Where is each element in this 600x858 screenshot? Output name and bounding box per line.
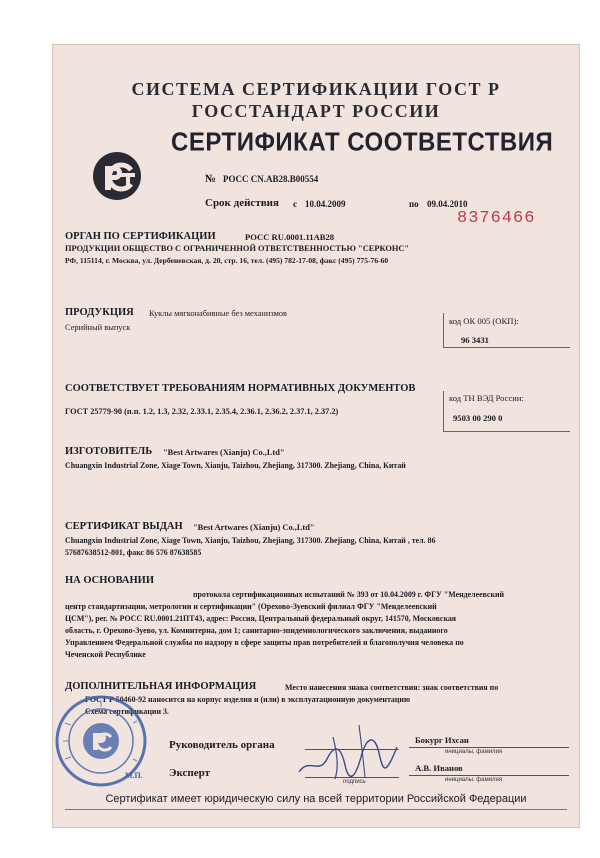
validity-from-label: с: [293, 199, 297, 209]
additional-line3: Схема сертификации 3.: [85, 707, 169, 716]
conformity-standard: ГОСТ 25779-90 (п.п. 1.2, 1.3, 2.32, 2.33.1, 2.35.4, 2.36.1, 2.36.2, 2.37.1, 2.37.2): [65, 407, 339, 416]
basis-label: НА ОСНОВАНИИ: [65, 575, 155, 586]
additional-line1: Место нанесения знака соответствия: знак соответствия по: [285, 683, 499, 692]
basis-line5: Управлением Федеральной службы по надзору в сфере защиты прав потребителей и благополучия человека по: [65, 638, 464, 647]
product-release: Серийный выпуск: [65, 323, 131, 332]
head-caption: инициалы, фамилия: [445, 749, 503, 755]
manufacturer-name: "Best Artwares (Xianju) Co.,Ltd": [163, 448, 285, 457]
head-name: Бокург Ихсан: [415, 735, 469, 745]
organ-address: РФ, 115114, г. Москва, ул. Дербеневская, д. 20, стр. 16, тел. (495) 782-17-08, факс (495) 775-76-60: [65, 256, 389, 265]
product-label: ПРОДУКЦИЯ: [65, 307, 134, 318]
handwritten-signature-icon: [289, 717, 409, 792]
certificate-sheet: [52, 44, 580, 828]
basis-line3: ЦСМ"), рег. № РОСС RU.0001.21ПТ43, адрес: Россия, Центральный федеральный округ, 141570, Московская: [65, 614, 457, 623]
validity-date-from: 10.04.2009: [305, 199, 346, 209]
organ-code: РОСС RU.0001.11AB28: [245, 232, 335, 242]
manufacturer-address: Chuangxin Industrial Zone, Xiage Town, Xianju, Taizhou, Zhejiang, 317300. Zhejiang, China, Китай: [65, 461, 406, 470]
number-prefix: №: [205, 173, 217, 185]
okp-value: 96 3431: [461, 335, 489, 345]
validity-date-to: 09.04.2010: [427, 199, 468, 209]
expert-label: Эксперт: [169, 767, 211, 779]
issued-label: СЕРТИФИКАТ ВЫДАН: [65, 521, 183, 532]
basis-line1: протокола сертификационных испытаний № 393 от 10.04.2009 г. ФГУ "Менделеевский: [193, 590, 505, 599]
validity-label: Срок действия: [205, 197, 279, 209]
head-name-line: [409, 747, 569, 748]
serial-number: 8376466: [457, 209, 536, 228]
rst-logo-icon: [91, 150, 143, 207]
manufacturer-label: ИЗГОТОВИТЕЛЬ: [65, 446, 153, 457]
conformity-label: СООТВЕТСТВУЕТ ТРЕБОВАНИЯМ НОРМАТИВНЫХ ДОКУМЕНТОВ: [65, 383, 416, 394]
head-label: Руководитель органа: [169, 739, 275, 751]
okp-label: код ОК 005 (ОКП):: [449, 316, 519, 326]
gosstandart-title: ГОССТАНДАРТ РОССИИ: [191, 101, 441, 121]
expert-caption: инициалы, фамилия: [445, 777, 503, 783]
organ-label: ОРГАН ПО СЕРТИФИКАЦИИ: [65, 231, 216, 242]
product-name: Куклы мягконабивные без механизмов: [149, 309, 288, 318]
expert-name-line: [409, 775, 569, 776]
certificate-number: РОСС CN.AB28.B00554: [223, 174, 319, 184]
mp-mark: М.П.: [125, 771, 143, 780]
basis-line2: центр стандартизации, метрологии и сертификации" (Орехово-Зуевский филиал ФГУ "Менделеевский: [65, 602, 437, 611]
issued-address-line2: 57687638512-801, факс 86 576 87638585: [65, 548, 202, 557]
basis-line4: область, г. Орехово-Зуево, ул. Коминтерна, дом 1; санитарно-эпидемиологического заключения, выданного: [65, 626, 448, 635]
additional-label: ДОПОЛНИТЕЛЬНАЯ ИНФОРМАЦИЯ: [65, 681, 257, 692]
issued-name: "Best Artwares (Xianju) Co.,Ltd": [193, 523, 315, 532]
tnved-label: код ТН ВЭД России:: [449, 393, 524, 403]
organ-name: ПРОДУКЦИИ ОБЩЕСТВО С ОГРАНИЧЕННОЙ ОТВЕТСТВЕННОСТЬЮ "СЕРКОНС": [65, 244, 410, 253]
certificate-title: СЕРТИФИКАТ СООТВЕТСТВИЯ: [171, 127, 554, 158]
system-title: СИСТЕМА СЕРТИФИКАЦИИ ГОСТ Р: [131, 79, 501, 99]
basis-line6: Чеченской Республике: [65, 650, 146, 659]
signature-caption: подпись: [343, 779, 366, 785]
issued-address-line1: Chuangxin Industrial Zone, Xiage Town, Xianju, Taizhou, Zhejiang, 317300. Zhejiang, China, Китай , тел. 86: [65, 536, 436, 545]
footer-text: Сертификат имеет юридическую силу на всей территории Российской Федерации: [105, 793, 527, 805]
tnved-value: 9503 00 290 0: [453, 413, 503, 423]
footer-rule: [65, 809, 567, 810]
additional-line2: ГОСТ Р 50460-92 наносится на корпус изделия и (или) в эксплуатационную документацию: [85, 695, 410, 704]
expert-name: А.В. Иванов: [415, 763, 463, 773]
validity-to-label: по: [409, 199, 419, 209]
